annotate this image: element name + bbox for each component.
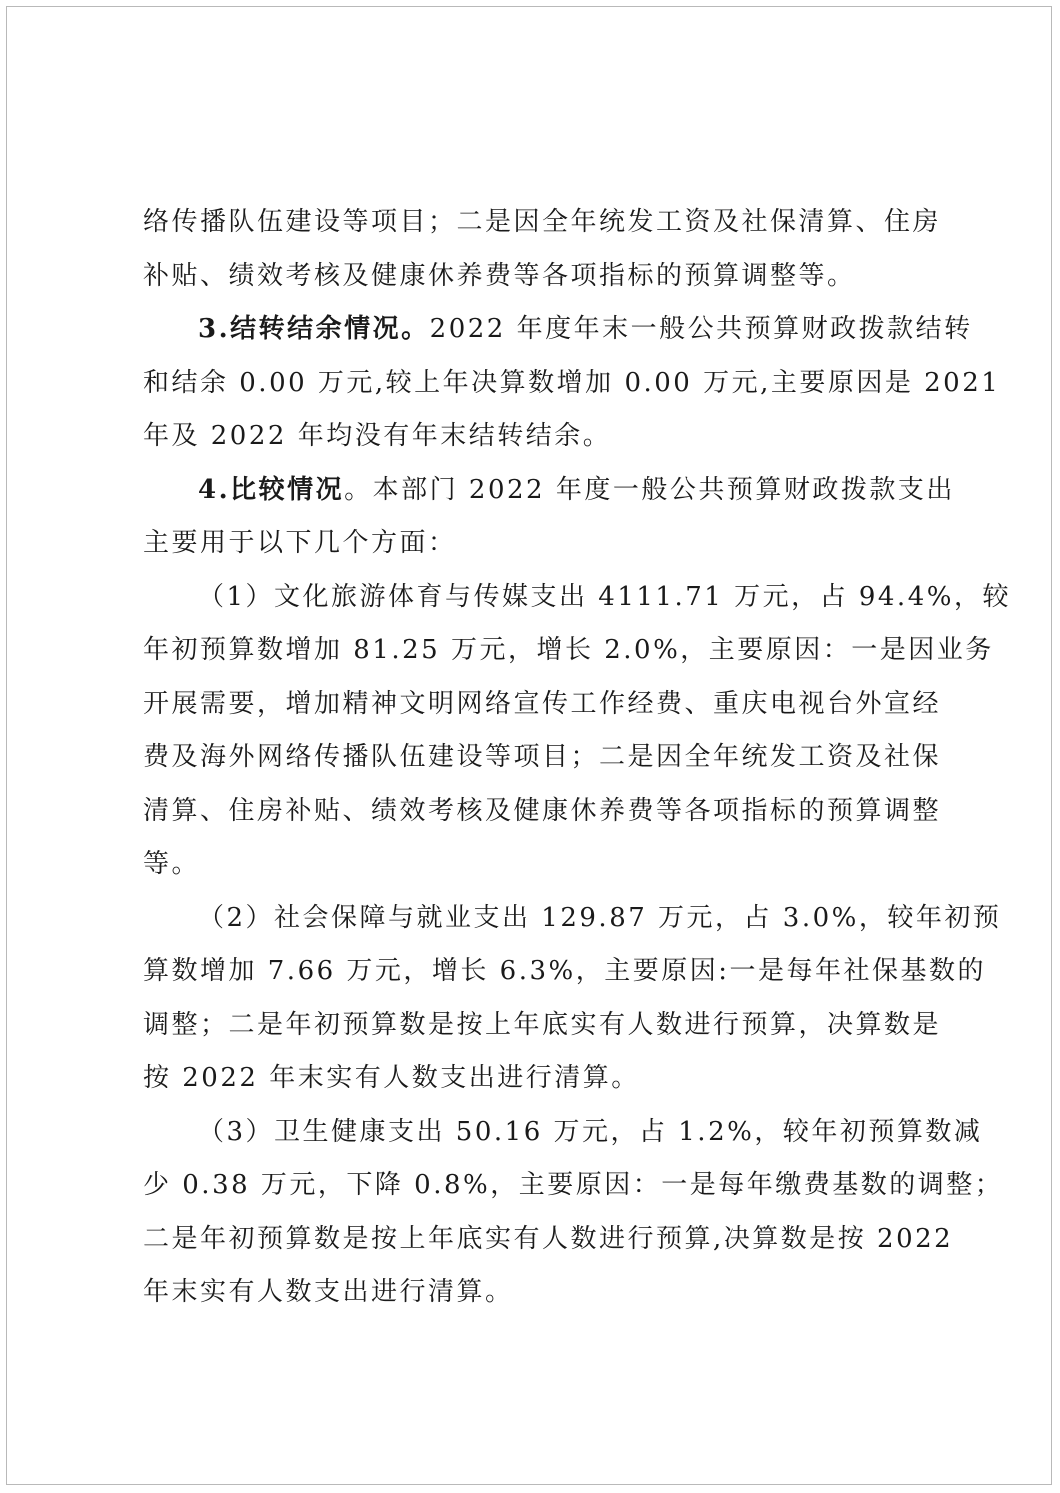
text-line: 年末实有人数支出进行清算。 — [143, 1277, 514, 1307]
text-line: （3）卫生健康支出 50.16 万元，占 1.2%，较年初预算数减 — [198, 1116, 983, 1147]
text-line: （1）文化旅游体育与传媒支出 4111.71 万元，占 94.4%，较 — [198, 581, 1011, 612]
text-line — [143, 303, 973, 357]
text-line: 络传播队伍建设等项目；二是因全年统发工资及社保清算、住房 — [143, 207, 942, 237]
text-line: 和结余 0.00 万元,较上年决算数增加 0.00 万元,主要原因是 2021 — [143, 367, 1001, 398]
text-line: 补贴、绩效考核及健康休养费等各项指标的预算调整等。 — [143, 260, 856, 291]
text-line — [143, 464, 955, 518]
text-line: 二是年初预算数是按上年底实有人数进行预算,决算数是按 2022 — [143, 1223, 954, 1254]
section-heading: 3.结转结余情况。 — [198, 314, 430, 344]
section-heading: 4.比较情况 — [198, 474, 345, 505]
paragraph-text: 。本部门 2022 年度一般公共预算财政拨款支出 — [344, 474, 955, 505]
text-line: 年初预算数增加 81.25 万元，增长 2.0%，主要原因：一是因业务 — [143, 635, 994, 665]
text-line: 主要用于以下几个方面： — [143, 528, 457, 558]
text-line: 按 2022 年末实有人数支出进行清算。 — [143, 1063, 640, 1093]
text-line: 费及海外网络传播队伍建设等项目；二是因全年统发工资及社保 — [143, 742, 942, 772]
paragraph-text: 2022 年度年末一般公共预算财政拨款结转 — [429, 314, 973, 344]
text-line: 调整；二是年初预算数是按上年底实有人数进行预算，决算数是 — [143, 1009, 942, 1040]
document-body — [143, 196, 1011, 1320]
text-line: 年及 2022 年均没有年末结转结余。 — [143, 421, 612, 451]
text-line: 等。 — [143, 849, 201, 879]
text-line: 算数增加 7.66 万元，增长 6.3%，主要原因:一是每年社保基数的 — [143, 956, 986, 986]
text-line: 开展需要，增加精神文明网络宣传工作经费、重庆电视台外宣经 — [143, 688, 942, 719]
text-line: 清算、住房补贴、绩效考核及健康休养费等各项指标的预算调整 — [143, 795, 942, 826]
text-line: 少 0.38 万元，下降 0.8%，主要原因：一是每年缴费基数的调整； — [143, 1170, 1004, 1200]
text-line: （2）社会保障与就业支出 129.87 万元，占 3.0%，较年初预 — [198, 902, 1002, 933]
